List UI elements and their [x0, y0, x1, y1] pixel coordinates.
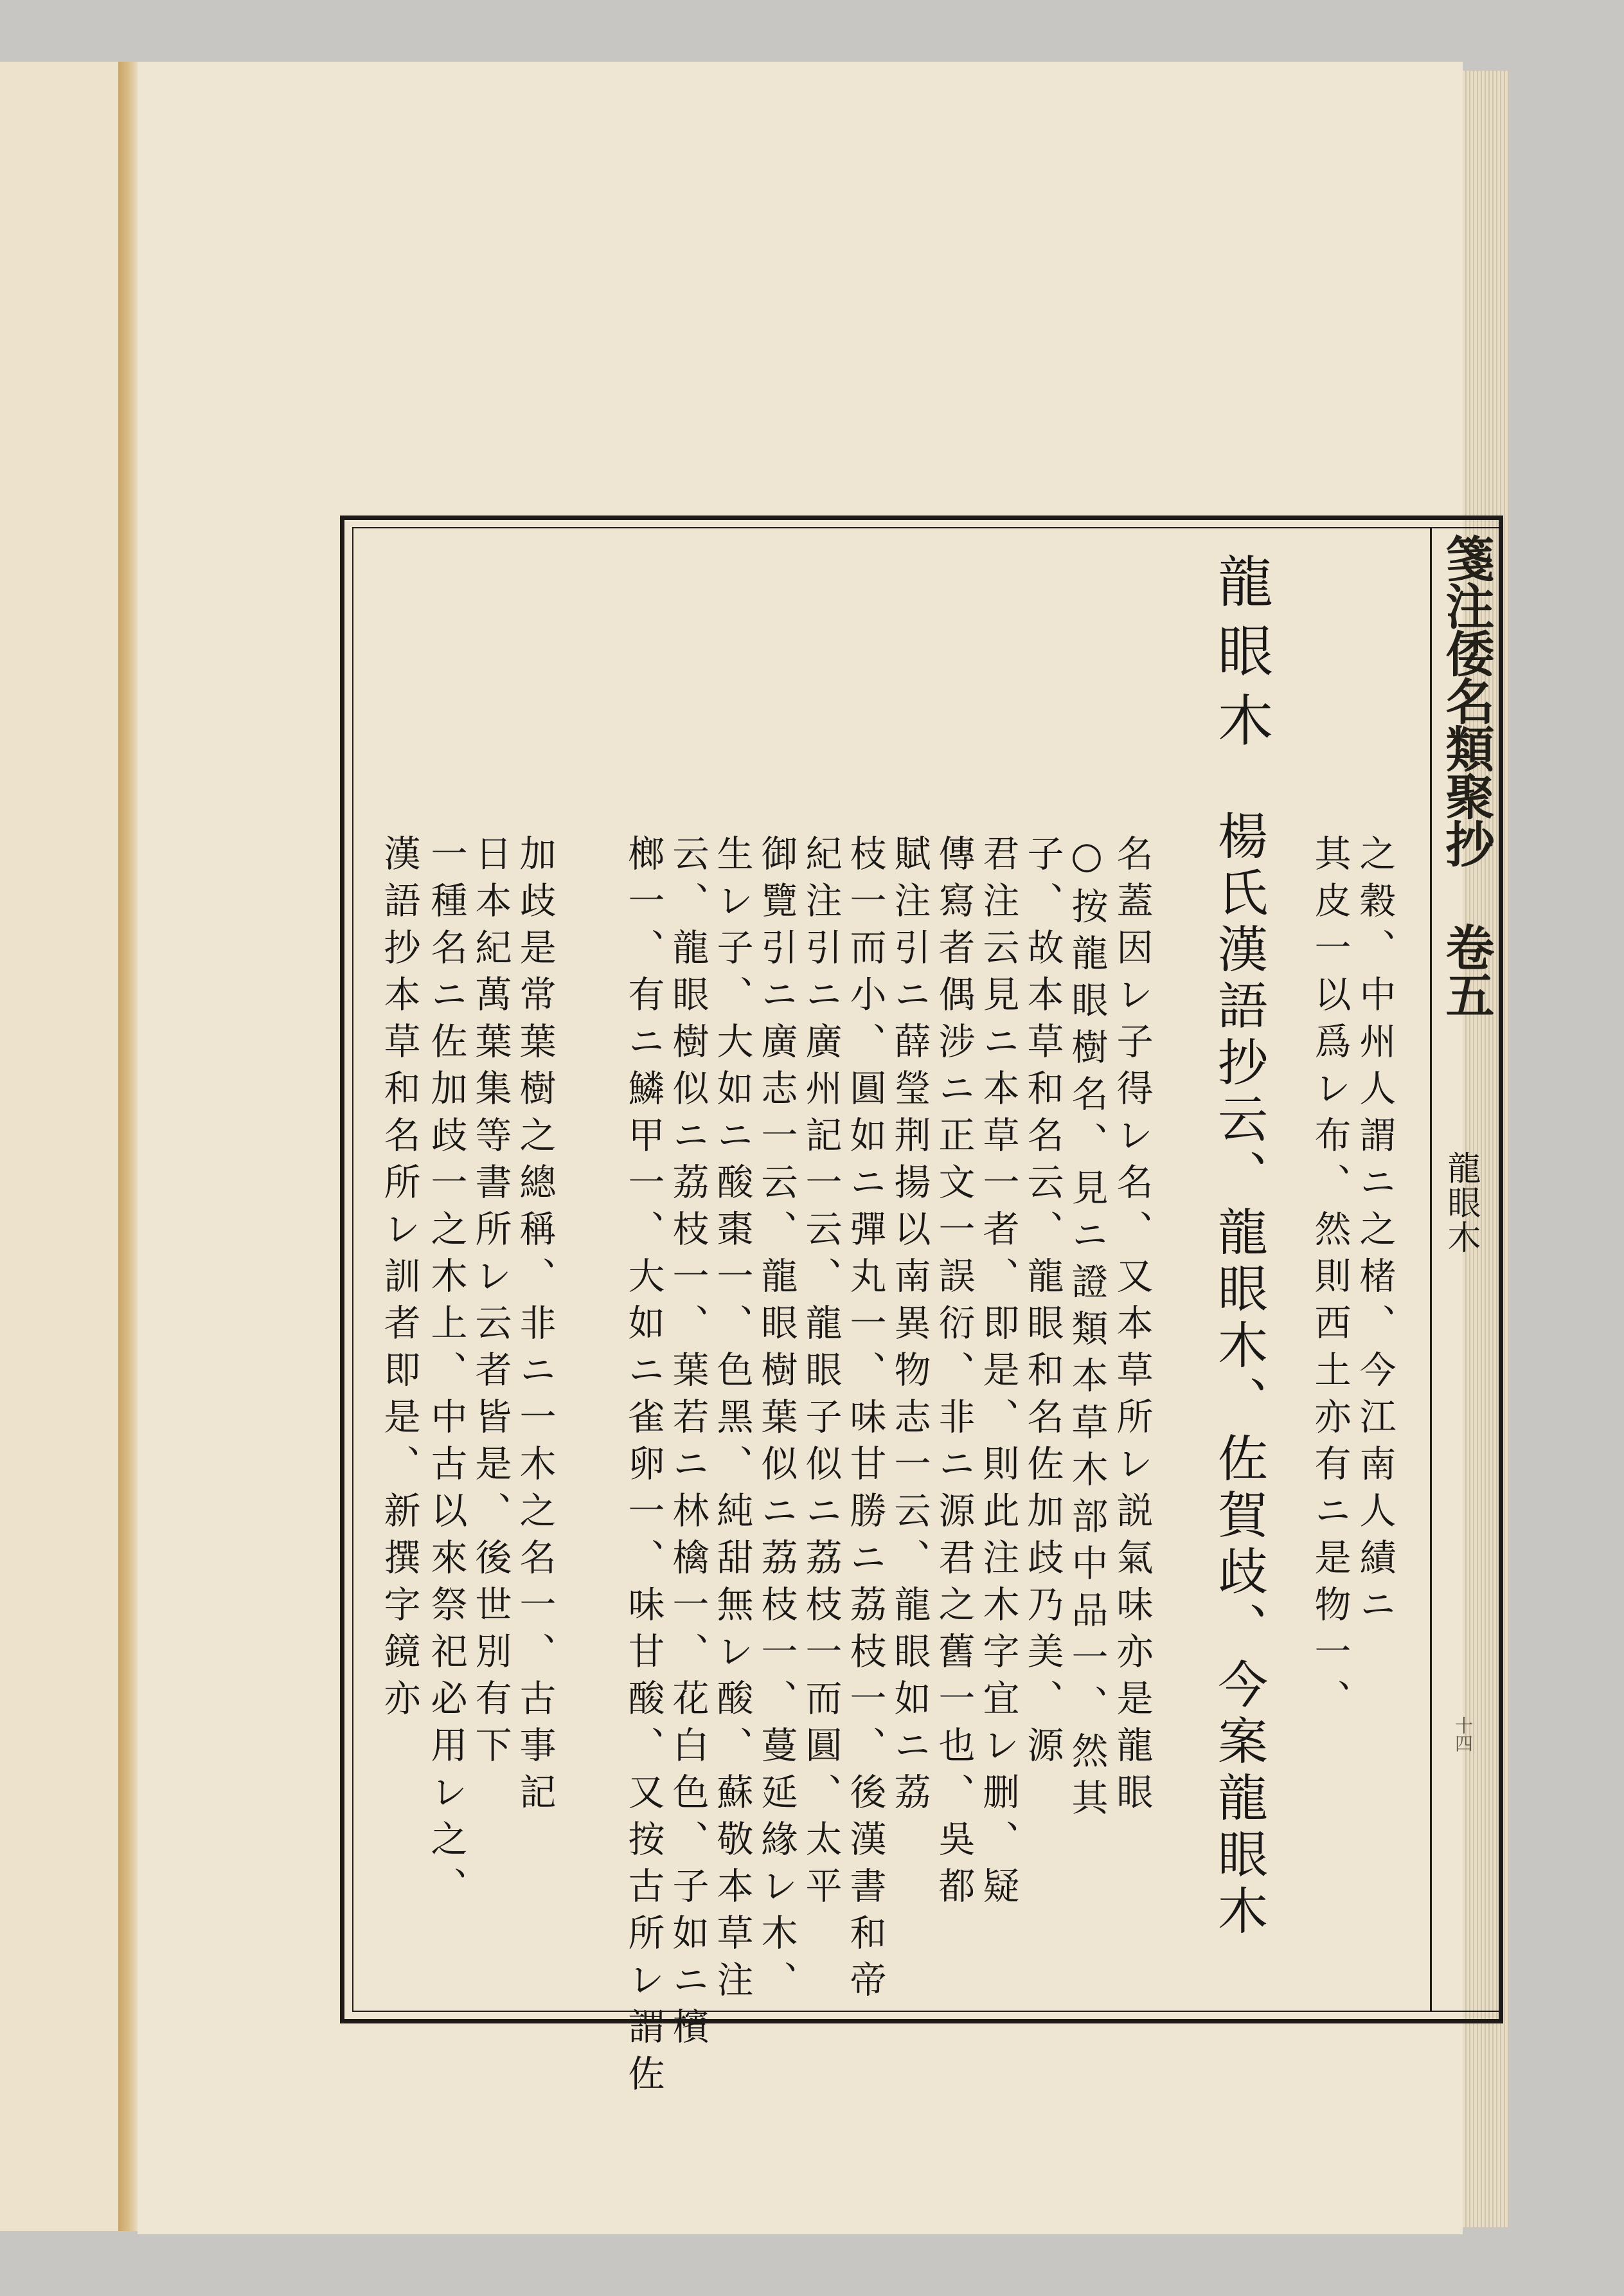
text-column: 云、龍眼樹似ニ荔枝一、葉若ニ林檎一、花白色、子如ニ檳: [666, 834, 709, 2054]
text-column: 一種名ニ佐加歧一之木上、中古以來祭祀必用レ之、: [425, 834, 467, 1914]
citation-line: 楊氏漢語抄云、龍眼木、佐賀歧、今案龍眼木: [1209, 810, 1267, 1941]
text-column: 其皮一以爲レ布、然則西土亦有ニ是物一、: [1308, 834, 1351, 1726]
text-column: 紀注引ニ廣州記一云、龍眼子似ニ荔枝一而圓、太平: [799, 834, 842, 1914]
text-column: 榔一、有ニ鱗甲一、大如ニ雀卵一、味甘酸、又按古所レ謂佐: [622, 834, 665, 2101]
text-column: 枝一而小、圓如ニ彈丸一、味甘勝ニ荔枝一、後漢書和帝: [844, 834, 886, 2007]
entry-heading: 龍眼木: [1208, 553, 1272, 761]
text-column: 傳寫者偶涉ニ正文一誤衍、非ニ源君之舊一也、吳都: [932, 834, 975, 1914]
text-column: 名蓋因レ子得レ名、又本草所レ説氣味亦是龍眼: [1111, 834, 1153, 1820]
text-column: 君注云見ニ本草一者、即是、則此注木字宜レ删、疑: [977, 834, 1019, 1914]
margin-column-rule: [1430, 527, 1432, 2012]
text-column: 漢語抄本草和名所レ訓者即是、新撰字鏡亦: [378, 834, 420, 1726]
text-column: 賦注引ニ薛瑩荆揚以南異物志一云、龍眼如ニ荔: [888, 834, 931, 1820]
text-column: 加歧是常葉樹之總稱、非ニ一木之名一、古事記: [513, 834, 556, 1820]
text-column: 子、故本草和名云、龍眼和名佐加歧乃美、源: [1021, 834, 1064, 1773]
page-number: 十四: [1452, 1716, 1474, 1752]
text-column: 日本紀萬葉集等書所レ云者皆是、後世別有下: [469, 834, 512, 1773]
text-column: ○按龍眼樹名、見ニ證類本草木部中品一、然其: [1066, 834, 1108, 1825]
left-page: [0, 62, 121, 2231]
section-label: 龍眼木: [1441, 1151, 1480, 1255]
text-column: 生レ子、大如ニ酸棗一、色黑、純甜無レ酸、蘇敬本草注: [711, 834, 753, 2007]
text-column: 之穀、中州人謂ニ之楮、今江南人績ニ: [1353, 834, 1396, 1632]
text-column: 御覽引ニ廣志一云、龍眼樹葉似ニ荔枝一、蔓延緣レ木、: [755, 834, 798, 2007]
running-title: 箋注倭名類聚抄 卷五: [1438, 534, 1495, 1018]
book-gutter: [118, 62, 138, 2231]
